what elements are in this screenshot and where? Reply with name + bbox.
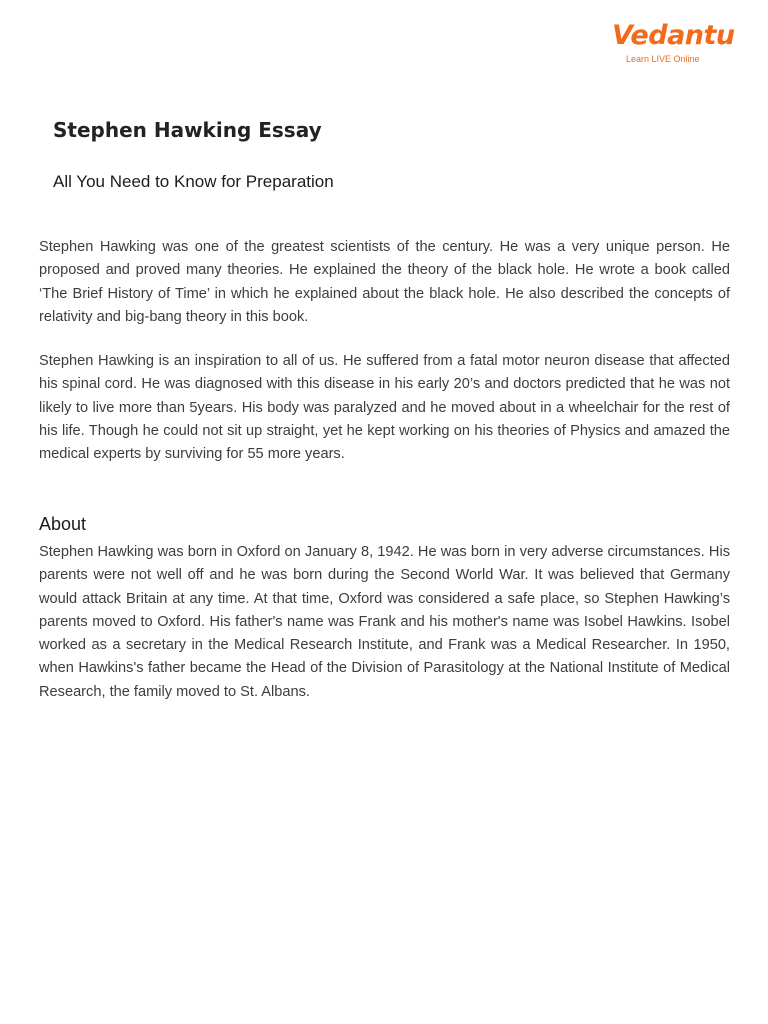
logo-wordmark: Vedantu bbox=[612, 20, 735, 51]
paragraph-inspiration: Stephen Hawking is an inspiration to all of us. He suffered from a fatal motor neuron disease that affected his spinal cord. He was diagnosed with this disease in his early 20’s and doctors predicted that he was not likely to live more than 5years. His body was paralyzed and he moved about in a wheelchair for the rest of his life. Though he could not sit up straight, yet he kept working on his theories of Physics and amazed the medical experts by surviving for 55 more years. bbox=[39, 353, 730, 463]
logo-tagline: Learn LIVE Online bbox=[626, 54, 700, 64]
vedantu-logo bbox=[612, 20, 735, 72]
section-heading-about: About bbox=[39, 514, 87, 534]
page-subtitle: All You Need to Know for Preparation bbox=[53, 172, 334, 191]
paragraph-about: Stephen Hawking was born in Oxford on January 8, 1942. He was born in very adverse circumstances. His parents were not well off and he was born during the Second World War. It was believed that Germany would attack Britain at any time. At that time, Oxford was considered a safe place, so Stephen Hawking’s parents moved to Oxford. His father's name was Frank and his mother's name was Isobel Hawkins. Isobel worked as a secretary in the Medical Research Institute, and Frank was a Medical Researcher. In 1950, when Hawkins's father became the Head of the Division of Parasitology at the National Institute of Medical Research, the family moved to St. Albans. bbox=[39, 544, 730, 700]
page-title: Stephen Hawking Essay bbox=[53, 118, 322, 142]
paragraph-intro: Stephen Hawking was one of the greatest scientists of the century. He was a very unique person. He proposed and proved many theories. He explained the theory of the black hole. He wrote a book called ‘The Brief History of Time’ in which he explained about the black hole. He also described the concepts of relativity and big-bang theory in this book. bbox=[39, 239, 730, 325]
